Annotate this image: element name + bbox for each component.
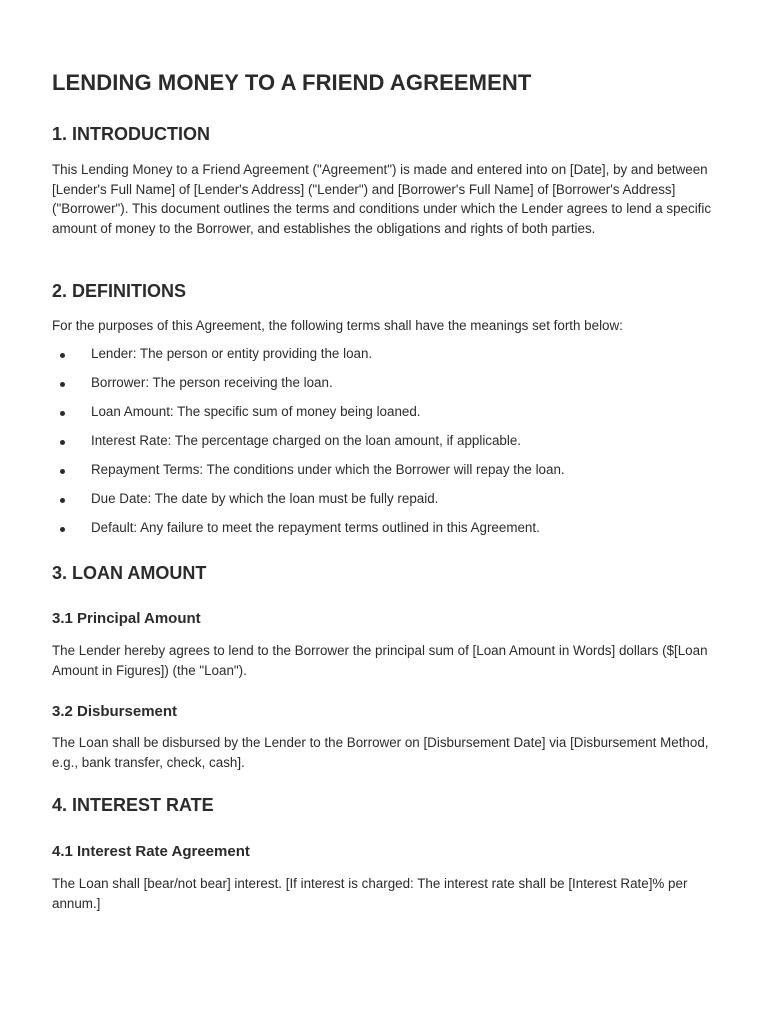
list-item (52, 431, 720, 460)
bullet-icon (60, 382, 65, 387)
section-heading-loan-amount: 3. LOAN AMOUNT (52, 563, 207, 583)
bullet-icon (60, 411, 65, 416)
list-item (52, 460, 720, 489)
bullet-icon (60, 527, 65, 532)
bullet-icon (60, 469, 65, 474)
definition-text: Default: Any failure to meet the repayment terms outlined in this Agreement. (91, 520, 540, 535)
definitions-list (52, 344, 720, 547)
list-item (52, 344, 720, 373)
list-item (52, 373, 720, 402)
interest-agreement-paragraph: The Loan shall [bear/not bear] interest. [If interest is charged: The interest rate shall be [Interest Rate]% per annum.] (52, 876, 688, 911)
bullet-icon (60, 440, 65, 445)
definition-text: Lender: The person or entity providing the loan. (91, 346, 373, 361)
principal-paragraph: The Lender hereby agrees to lend to the Borrower the principal sum of [Loan Amount in Words] dollars ($[Loan Amount in Figures]) (the "Loan"). (52, 643, 708, 678)
list-item (52, 402, 720, 431)
list-item (52, 518, 720, 547)
section-heading-introduction: 1. INTRODUCTION (52, 124, 211, 144)
definition-text: Borrower: The person receiving the loan. (91, 375, 333, 390)
subsection-heading-disbursement: 3.2 Disbursement (52, 703, 178, 720)
definition-text: Loan Amount: The specific sum of money being loaned. (91, 404, 421, 419)
bullet-icon (60, 353, 65, 358)
definition-text: Interest Rate: The percentage charged on the loan amount, if applicable. (91, 433, 522, 448)
document-title: LENDING MONEY TO A FRIEND AGREEMENT (52, 70, 532, 95)
definitions-intro: For the purposes of this Agreement, the following terms shall have the meanings set forth below: (52, 318, 623, 333)
subsection-heading-principal: 3.1 Principal Amount (52, 610, 201, 627)
subsection-heading-interest-agreement: 4.1 Interest Rate Agreement (52, 843, 250, 860)
list-item (52, 489, 720, 518)
section-heading-interest-rate: 4. INTEREST RATE (52, 795, 214, 815)
section-heading-definitions: 2. DEFINITIONS (52, 281, 187, 301)
definition-text: Repayment Terms: The conditions under which the Borrower will repay the loan. (91, 462, 565, 477)
disbursement-paragraph: The Loan shall be disbursed by the Lender to the Borrower on [Disbursement Date] via [Disbursement Method, e.g., bank transfer, check, cash]. (52, 735, 709, 770)
bullet-icon (60, 498, 65, 503)
definition-text: Due Date: The date by which the loan must be fully repaid. (91, 491, 439, 506)
introduction-paragraph: This Lending Money to a Friend Agreement ("Agreement") is made and entered into on [Date], by and between [Lender's Full Name] of [Lender's Address] ("Lender") and [Borrower's Full Name] of [Borrower's Address] ("Borrower"). This document outlines the terms and conditions under which the Lender agrees to lend a specific amount of money to the Borrower, and establishes the obligations and rights of both parties. (52, 162, 712, 236)
